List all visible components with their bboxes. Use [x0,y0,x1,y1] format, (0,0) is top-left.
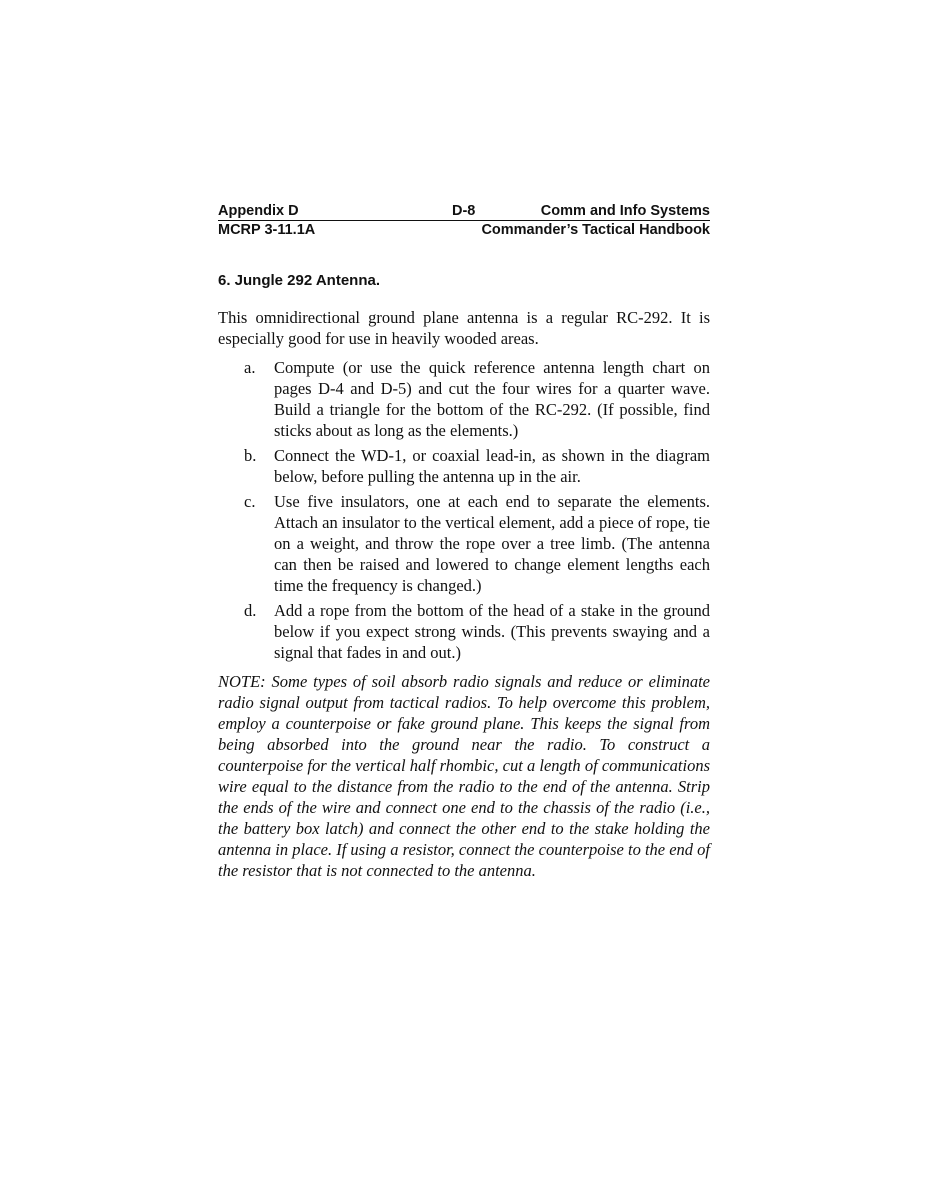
document-page [218,202,710,898]
list-item-marker: c. [244,492,256,511]
header-publication-title: Commander’s Tactical Handbook [481,222,710,238]
header-appendix-label: Appendix D [218,203,299,219]
list-item-marker: a. [244,358,256,377]
running-header-row-1 [218,202,710,221]
list-item-text: Connect the WD-1, or coaxial lead-in, as shown in the diagram below, before pulling the antenna up in the air. [274,446,710,486]
list-item-text: Add a rope from the bottom of the head of a stake in the ground below if you expect strong winds. (This prevents swaying and a signal that fades in and out.) [274,601,710,662]
list-item [218,357,710,441]
section-heading: 6. Jungle 292 Antenna. [218,272,380,289]
note-paragraph: NOTE: Some types of soil absorb radio signals and reduce or eliminate radio signal output from tactical radios. To help overcome this problem, employ a counterpoise or fake ground plane. This keeps the signal from being absorbed into the ground near the radio. To construct a counterpoise for the vertical half rhombic, cut a length of communications wire equal to the distance from the radio to the end of the antenna. Strip the ends of the wire and connect one end to the chassis of the radio (i.e., the battery box latch) and connect the other end to the stake holding the antenna in place. If using a resistor, connect the counterpoise to the end of the resistor that is not connected to the antenna. [218,672,711,880]
running-header-row-2 [218,221,710,239]
list-item-text: Compute (or use the quick reference antenna length chart on pages D-4 and D-5) and cut the four wires for a quarter wave. Build a triangle for the bottom of the RC-292. (If possible, find sticks about as long as the elements.) [274,358,710,440]
header-chapter-title: Comm and Info Systems [540,203,710,219]
list-item-marker: d. [244,601,257,620]
header-publication-id: MCRP 3-11.1A [218,222,316,238]
list-item [218,445,710,487]
list-item [218,491,710,596]
list-item-marker: b. [244,446,257,465]
intro-paragraph: This omnidirectional ground plane antenna is a regular RC-292. It is especially good for use in heavily wooded areas. [218,308,710,348]
step-list [218,357,710,663]
header-page-number: D-8 [452,203,476,219]
list-item [218,600,710,663]
list-item-text: Use five insulators, one at each end to separate the elements. Attach an insulator to the vertical element, add a piece of rope, tie on a weight, and throw the rope over a tree limb. (The antenna can then be raised and lowered to change element lengths each time the frequency is changed.) [274,492,710,595]
